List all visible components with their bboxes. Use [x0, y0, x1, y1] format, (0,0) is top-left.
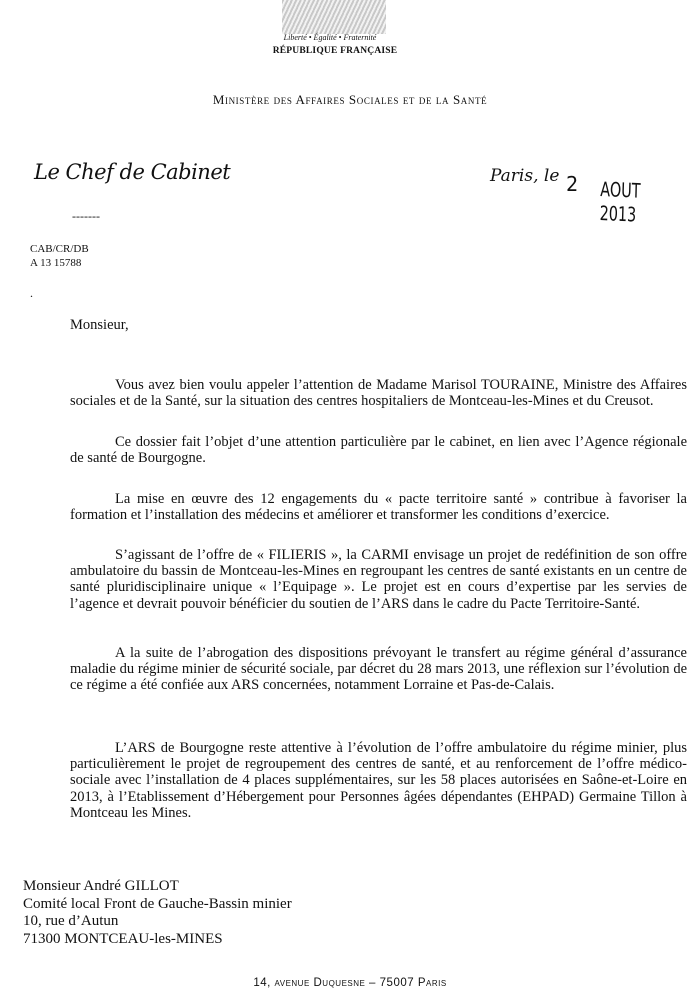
devise: Liberté • Égalité • Fraternité — [283, 33, 377, 42]
recipient-line: Monsieur André GILLOT — [23, 878, 179, 894]
recipient-line: 71300 MONTCEAU-les-MINES — [23, 930, 223, 947]
sender-title: Le Chef de Cabinet — [34, 160, 231, 184]
ministry-title: Ministère des Affaires Sociales et de la Santé — [212, 92, 488, 107]
date-day-stamp: 2 — [566, 172, 579, 196]
dot-mark: . — [30, 286, 33, 300]
paragraph: La mise en œuvre des 12 engagements du « pacte territoire santé » contribue à favoriser la formation et l’installation des médecins et améliorer et transformer les conditions d’exercice. — [70, 491, 687, 524]
recipient-line: 10, rue d’Autun — [23, 913, 119, 929]
recipient-line: Comité local Front de Gauche-Bassin minier — [23, 895, 292, 912]
date-month-year-stamp: AOUT 2013 — [599, 177, 641, 227]
paragraph: S’agissant de l’offre de « FILIERIS », la CARMI envisage un projet de redéfinition de son offre ambulatoire du bassin de Montceau-les-Mines en regroupant les centres de santé existants en un centre de santé pluridisciplinaire unique « l’Equipage ». Le projet est en cours d’expertise par les servies de l’agence et devrait pouvoir bénéficier du soutien de l’ARS dans le cadre du Pacte Territoire-Santé. — [70, 547, 687, 612]
reference-line: CAB/CR/DB — [30, 243, 89, 255]
reference-line: A 13 15788 — [30, 257, 82, 269]
reference — [30, 242, 89, 270]
marianne-emblem — [282, 0, 386, 34]
footer-address: 14, avenue Duquesne – 75007 Paris — [253, 977, 447, 989]
separator: ------- — [72, 209, 100, 223]
paragraph: A la suite de l’abrogation des dispositions prévoyant le transfert au régime général d’assurance maladie du régime minier de sécurité sociale, par décret du 28 mars 2013, une réflexion sur l’évolution de ce régime a été confiée aux ARS concernées, notamment Lorraine et Pas-de-Calais. — [70, 645, 687, 694]
recipient-address — [23, 878, 292, 948]
salutation: Monsieur, — [70, 317, 129, 333]
paragraph: Ce dossier fait l’objet d’une attention particulière par le cabinet, en lien avec l’Agence régionale de santé de Bourgogne. — [70, 434, 687, 467]
paragraph: L’ARS de Bourgogne reste attentive à l’évolution de l’offre ambulatoire du régime minier, plus particulièrement le projet de regroupement des centres de santé, et au renforcement de l’offre médico-sociale avec l’installation de 4 places supplémentaires, sur les 58 places autorisées en Saône-et-Loire en 2013, à l’Etablissement d’Hébergement pour Personnes âgées dépendantes (EHPAD) Germaine Tillon à Montceau les Mines. — [70, 740, 687, 821]
republique-francaise: RÉPUBLIQUE FRANÇAISE — [272, 46, 398, 56]
date-prefix: Paris, le — [490, 166, 560, 186]
paragraph: Vous avez bien voulu appeler l’attention de Madame Marisol TOURAINE, Ministre des Affaires sociales et de la Santé, sur la situation des centres hospitaliers de Montceau-les-Mines et du Creusot. — [70, 377, 687, 410]
